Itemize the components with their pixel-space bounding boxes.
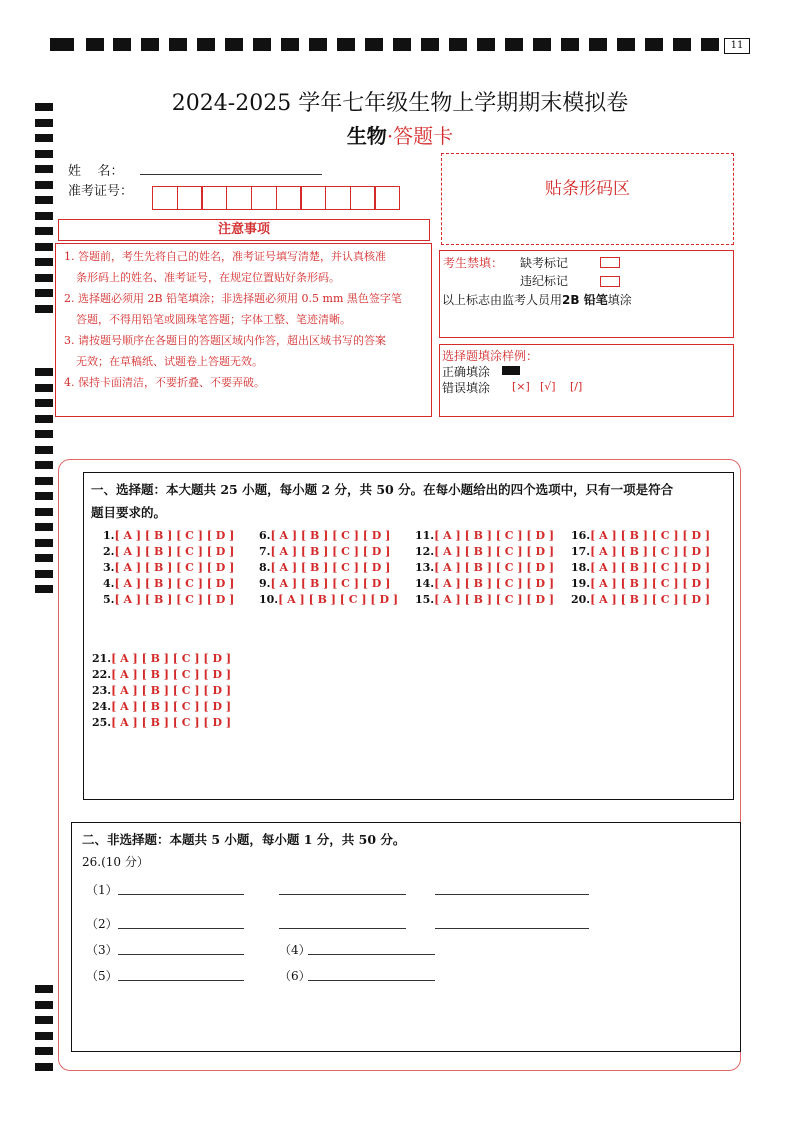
- timing-mark: [35, 196, 53, 204]
- timing-mark: [35, 539, 53, 547]
- mc-question-row[interactable]: [103, 592, 234, 608]
- mc-question-row[interactable]: [571, 592, 710, 608]
- answer-blank[interactable]: [308, 954, 435, 955]
- timing-mark: [35, 181, 53, 189]
- answer-options[interactable]: [ A ] [ B ] [ C ] [ D ]: [111, 700, 232, 713]
- question-number: 8.: [259, 561, 271, 574]
- answer-options[interactable]: [ A ] [ B ] [ C ] [ D ]: [270, 561, 391, 574]
- answer-label-1: （1）: [86, 883, 118, 897]
- answer-blank[interactable]: [118, 928, 244, 929]
- question-number: 15.: [415, 593, 435, 606]
- proctor-note-suffix: 填涂: [607, 293, 632, 307]
- notice-line: 3. 请按题号顺序在各题目的答题区域内作答，超出区域书写的答案: [64, 334, 386, 347]
- mc-column: [92, 651, 231, 731]
- timing-mark: [35, 554, 53, 562]
- answer-options[interactable]: [ A ] [ B ] [ C ] [ D ]: [590, 561, 711, 574]
- answer-options[interactable]: [ A ] [ B ] [ C ] [ D ]: [590, 529, 711, 542]
- timing-mark: [589, 38, 607, 51]
- timing-mark: [35, 508, 53, 516]
- violation-label: 违纪标记: [520, 274, 569, 288]
- id-digit-box[interactable]: [325, 186, 351, 210]
- timing-mark: [35, 399, 53, 407]
- timing-mark: [35, 274, 53, 282]
- timing-mark: [337, 38, 355, 51]
- answer-options[interactable]: [ A ] [ B ] [ C ] [ D ]: [434, 593, 555, 606]
- timing-mark: [309, 38, 327, 51]
- timing-mark: [35, 1032, 53, 1040]
- id-digit-box[interactable]: [226, 186, 252, 210]
- mc-question-row[interactable]: [92, 699, 231, 715]
- subject-label: 生物: [346, 124, 387, 148]
- question-number: 24.: [92, 700, 112, 713]
- mc-column: [259, 528, 398, 608]
- mc-question-row[interactable]: [92, 651, 231, 667]
- barcode-area: [441, 153, 734, 245]
- question-number: 4.: [103, 577, 115, 590]
- timing-mark: [645, 38, 663, 51]
- timing-mark: [35, 384, 53, 392]
- timing-mark: [169, 38, 187, 51]
- section1-box: [83, 472, 734, 800]
- question-26-label: 26.(10 分）: [82, 855, 149, 869]
- answer-options[interactable]: [ A ] [ B ] [ C ] [ D ]: [270, 529, 391, 542]
- violation-checkbox[interactable]: [600, 276, 620, 287]
- barcode-label: 贴条形码区: [545, 179, 630, 199]
- question-number: 25.: [92, 716, 112, 729]
- answer-label-2: （2）: [86, 917, 118, 931]
- correct-fill-label: 正确填涂: [442, 365, 491, 379]
- timing-mark: [35, 243, 53, 251]
- answer-options[interactable]: [ A ] [ B ] [ C ] [ D ]: [270, 577, 391, 590]
- mc-question-row[interactable]: [259, 576, 398, 592]
- mc-question-row[interactable]: [92, 715, 231, 731]
- absent-checkbox[interactable]: [600, 257, 620, 268]
- timing-mark: [35, 461, 53, 469]
- question-number: 5.: [103, 593, 115, 606]
- answer-options[interactable]: [ A ] [ B ] [ C ] [ D ]: [590, 545, 711, 558]
- mc-question-row[interactable]: [415, 528, 554, 544]
- answer-options[interactable]: [ A ] [ B ] [ C ] [ D ]: [434, 545, 555, 558]
- id-digit-box[interactable]: [300, 186, 326, 210]
- timing-mark: [35, 430, 53, 438]
- timing-mark: [253, 38, 271, 51]
- timing-mark: [393, 38, 411, 51]
- answer-label-5: （5）: [86, 969, 118, 983]
- notice-title: 注意事项: [217, 222, 270, 237]
- proctor-note-prefix: 以上标志由监考人员用: [442, 293, 563, 307]
- answer-options[interactable]: [ A ] [ B ] [ C ] [ D ]: [111, 668, 232, 681]
- answer-label-4: （4）: [279, 943, 311, 957]
- timing-mark: [35, 1016, 53, 1024]
- mc-question-row[interactable]: [571, 528, 710, 544]
- question-number: 14.: [415, 577, 435, 590]
- timing-mark: [50, 38, 74, 51]
- section2-box: [71, 822, 741, 1052]
- section1-heading: 一、选择题：本大题共 25 小题，每小题 2 分，共 50 分。在每小题给出的四个选项中，只有一项是符合: [91, 482, 674, 497]
- question-number: 19.: [571, 577, 591, 590]
- timing-mark: [561, 38, 579, 51]
- id-digit-box[interactable]: [374, 186, 400, 210]
- answer-options[interactable]: [ A ] [ B ] [ C ] [ D ]: [111, 652, 232, 665]
- proctor-label: 考生禁填：: [443, 256, 504, 270]
- timing-mark: [35, 165, 53, 173]
- question-number: 9.: [259, 577, 271, 590]
- subtitle: [0, 120, 800, 149]
- mc-column: [415, 528, 554, 608]
- question-number: 10.: [259, 593, 279, 606]
- fill-example-box: [439, 344, 734, 417]
- mc-question-row[interactable]: [415, 544, 554, 560]
- student-id-boxes[interactable]: [152, 186, 400, 212]
- answer-blank[interactable]: [118, 954, 244, 955]
- question-number: 18.: [571, 561, 591, 574]
- mc-question-row[interactable]: [571, 544, 710, 560]
- timing-mark: [141, 38, 159, 51]
- timing-mark: [197, 38, 215, 51]
- question-number: 12.: [415, 545, 435, 558]
- mc-question-row[interactable]: [103, 560, 234, 576]
- mc-question-row[interactable]: [259, 592, 398, 608]
- id-digit-box[interactable]: [201, 186, 227, 210]
- timing-mark: [477, 38, 495, 51]
- mc-question-row[interactable]: [571, 576, 710, 592]
- correct-fill-mark: [502, 366, 520, 375]
- question-number: 11.: [415, 529, 435, 542]
- answer-options[interactable]: [ A ] [ B ] [ C ] [ D ]: [111, 716, 232, 729]
- notice-title-box: [58, 219, 430, 241]
- answer-blank[interactable]: [118, 980, 244, 981]
- id-digit-box[interactable]: [276, 186, 302, 210]
- timing-mark: [35, 446, 53, 454]
- timing-mark: [35, 289, 53, 297]
- wrong-fill-mark: [×]: [512, 380, 530, 393]
- answer-card-label: ·答题卡: [386, 124, 454, 148]
- timing-mark: [35, 103, 53, 111]
- proctor-note: [442, 291, 632, 308]
- page-number: 11: [730, 40, 744, 51]
- notice-line: 1. 答题前，考生先将自己的姓名，准考证号填写清楚，并认真核准: [64, 250, 386, 263]
- page-number-box: [724, 38, 750, 54]
- question-number: 22.: [92, 668, 112, 681]
- timing-mark: [35, 212, 53, 220]
- section2-heading: 二、非选择题：本题共 5 小题，每小题 1 分，共 50 分。: [82, 832, 406, 847]
- notice-line: 条形码上的姓名、准考证号，在规定位置贴好条形码。: [76, 271, 340, 284]
- timing-mark: [701, 38, 719, 51]
- id-label: 准考证号：: [68, 184, 134, 199]
- mc-question-row[interactable]: [415, 592, 554, 608]
- answer-options[interactable]: [ A ] [ B ] [ C ] [ D ]: [114, 593, 235, 606]
- timing-mark: [365, 38, 383, 51]
- proctor-box: [439, 250, 734, 338]
- question-number: 23.: [92, 684, 112, 697]
- timing-mark: [225, 38, 243, 51]
- answer-options[interactable]: [ A ] [ B ] [ C ] [ D ]: [434, 561, 555, 574]
- timing-mark: [35, 1047, 53, 1055]
- name-field[interactable]: [140, 174, 322, 175]
- mc-question-row[interactable]: [103, 528, 234, 544]
- question-number: 16.: [571, 529, 591, 542]
- name-label: 姓 名：: [68, 164, 124, 179]
- notice-box: [55, 243, 432, 417]
- answer-options[interactable]: [ A ] [ B ] [ C ] [ D ]: [434, 529, 555, 542]
- mc-question-row[interactable]: [415, 560, 554, 576]
- id-digit-box[interactable]: [251, 186, 277, 210]
- mc-question-row[interactable]: [571, 560, 710, 576]
- answer-options[interactable]: [ A ] [ B ] [ C ] [ D ]: [111, 684, 232, 697]
- notice-line: 4. 保持卡面清洁，不要折叠、不要弄破。: [64, 376, 265, 389]
- timing-mark: [281, 38, 299, 51]
- notice-line: 无效；在草稿纸、试题卷上答题无效。: [76, 355, 263, 368]
- answer-options[interactable]: [ A ] [ B ] [ C ] [ D ]: [590, 593, 711, 606]
- timing-mark: [673, 38, 691, 51]
- answer-options[interactable]: [ A ] [ B ] [ C ] [ D ]: [278, 593, 399, 606]
- mc-question-row[interactable]: [103, 576, 234, 592]
- answer-blank[interactable]: [308, 980, 435, 981]
- answer-options[interactable]: [ A ] [ B ] [ C ] [ D ]: [434, 577, 555, 590]
- timing-mark: [35, 227, 53, 235]
- mc-question-row[interactable]: [103, 544, 234, 560]
- answer-blank[interactable]: [435, 928, 589, 929]
- answer-label-3: （3）: [86, 943, 118, 957]
- question-number: 7.: [259, 545, 271, 558]
- answer-blank[interactable]: [435, 894, 589, 895]
- mc-question-row[interactable]: [259, 544, 398, 560]
- timing-mark: [35, 134, 53, 142]
- timing-mark: [505, 38, 523, 51]
- timing-mark: [35, 477, 53, 485]
- answer-blank[interactable]: [279, 894, 406, 895]
- timing-mark: [35, 985, 53, 993]
- timing-mark: [86, 38, 104, 51]
- question-number: 1.: [103, 529, 115, 542]
- wrong-fill-label: 错误填涂: [442, 381, 491, 395]
- id-digit-box[interactable]: [350, 186, 376, 210]
- mc-question-row[interactable]: [92, 667, 231, 683]
- mc-column: [103, 528, 234, 608]
- id-digit-box[interactable]: [152, 186, 178, 210]
- timing-mark: [617, 38, 635, 51]
- absent-label: 缺考标记: [520, 256, 569, 270]
- question-number: 17.: [571, 545, 591, 558]
- timing-mark: [35, 150, 53, 158]
- timing-mark: [35, 305, 53, 313]
- answer-options[interactable]: [ A ] [ B ] [ C ] [ D ]: [114, 545, 235, 558]
- timing-mark: [35, 492, 53, 500]
- timing-mark: [35, 570, 53, 578]
- timing-mark: [449, 38, 467, 51]
- question-number: 6.: [259, 529, 271, 542]
- mc-question-row[interactable]: [259, 528, 398, 544]
- mc-question-row[interactable]: [259, 560, 398, 576]
- question-number: 2.: [103, 545, 115, 558]
- notice-line: 答题，不得用铅笔或圆珠笔答题；字体工整、笔迹清晰。: [76, 313, 351, 326]
- timing-mark: [35, 415, 53, 423]
- fill-example-title: 选择题填涂样例：: [442, 349, 539, 363]
- answer-blank[interactable]: [279, 928, 406, 929]
- question-number: 21.: [92, 652, 112, 665]
- wrong-fill-mark: [√]: [540, 380, 556, 393]
- timing-mark: [35, 585, 53, 593]
- answer-blank[interactable]: [118, 894, 244, 895]
- timing-mark: [421, 38, 439, 51]
- mc-column: [571, 528, 710, 608]
- exam-title: 2024-2025 学年七年级生物上学期期末模拟卷: [171, 91, 629, 116]
- wrong-fill-mark: [/]: [570, 380, 583, 393]
- timing-mark: [35, 1063, 53, 1071]
- notice-line: 2. 选择题必须用 2B 铅笔填涂；非选择题必须用 0.5 mm 黑色签字笔: [64, 292, 402, 305]
- timing-mark: [113, 38, 131, 51]
- timing-mark: [35, 523, 53, 531]
- answer-options[interactable]: [ A ] [ B ] [ C ] [ D ]: [270, 545, 391, 558]
- question-number: 13.: [415, 561, 435, 574]
- section1-heading-cont: 题目要求的。: [91, 505, 167, 520]
- answer-options[interactable]: [ A ] [ B ] [ C ] [ D ]: [590, 577, 711, 590]
- answer-label-6: （6）: [279, 969, 311, 983]
- question-number: 3.: [103, 561, 115, 574]
- id-digit-box[interactable]: [177, 186, 203, 210]
- mc-question-row[interactable]: [415, 576, 554, 592]
- timing-mark: [35, 1001, 53, 1009]
- answer-options[interactable]: [ A ] [ B ] [ C ] [ D ]: [114, 529, 235, 542]
- timing-mark: [35, 258, 53, 266]
- timing-mark: [533, 38, 551, 51]
- mc-question-row[interactable]: [92, 683, 231, 699]
- timing-mark: [35, 119, 53, 127]
- question-number: 20.: [571, 593, 591, 606]
- answer-options[interactable]: [ A ] [ B ] [ C ] [ D ]: [114, 561, 235, 574]
- answer-options[interactable]: [ A ] [ B ] [ C ] [ D ]: [114, 577, 235, 590]
- proctor-note-bold: 2B 铅笔: [562, 293, 608, 307]
- timing-mark: [35, 368, 53, 376]
